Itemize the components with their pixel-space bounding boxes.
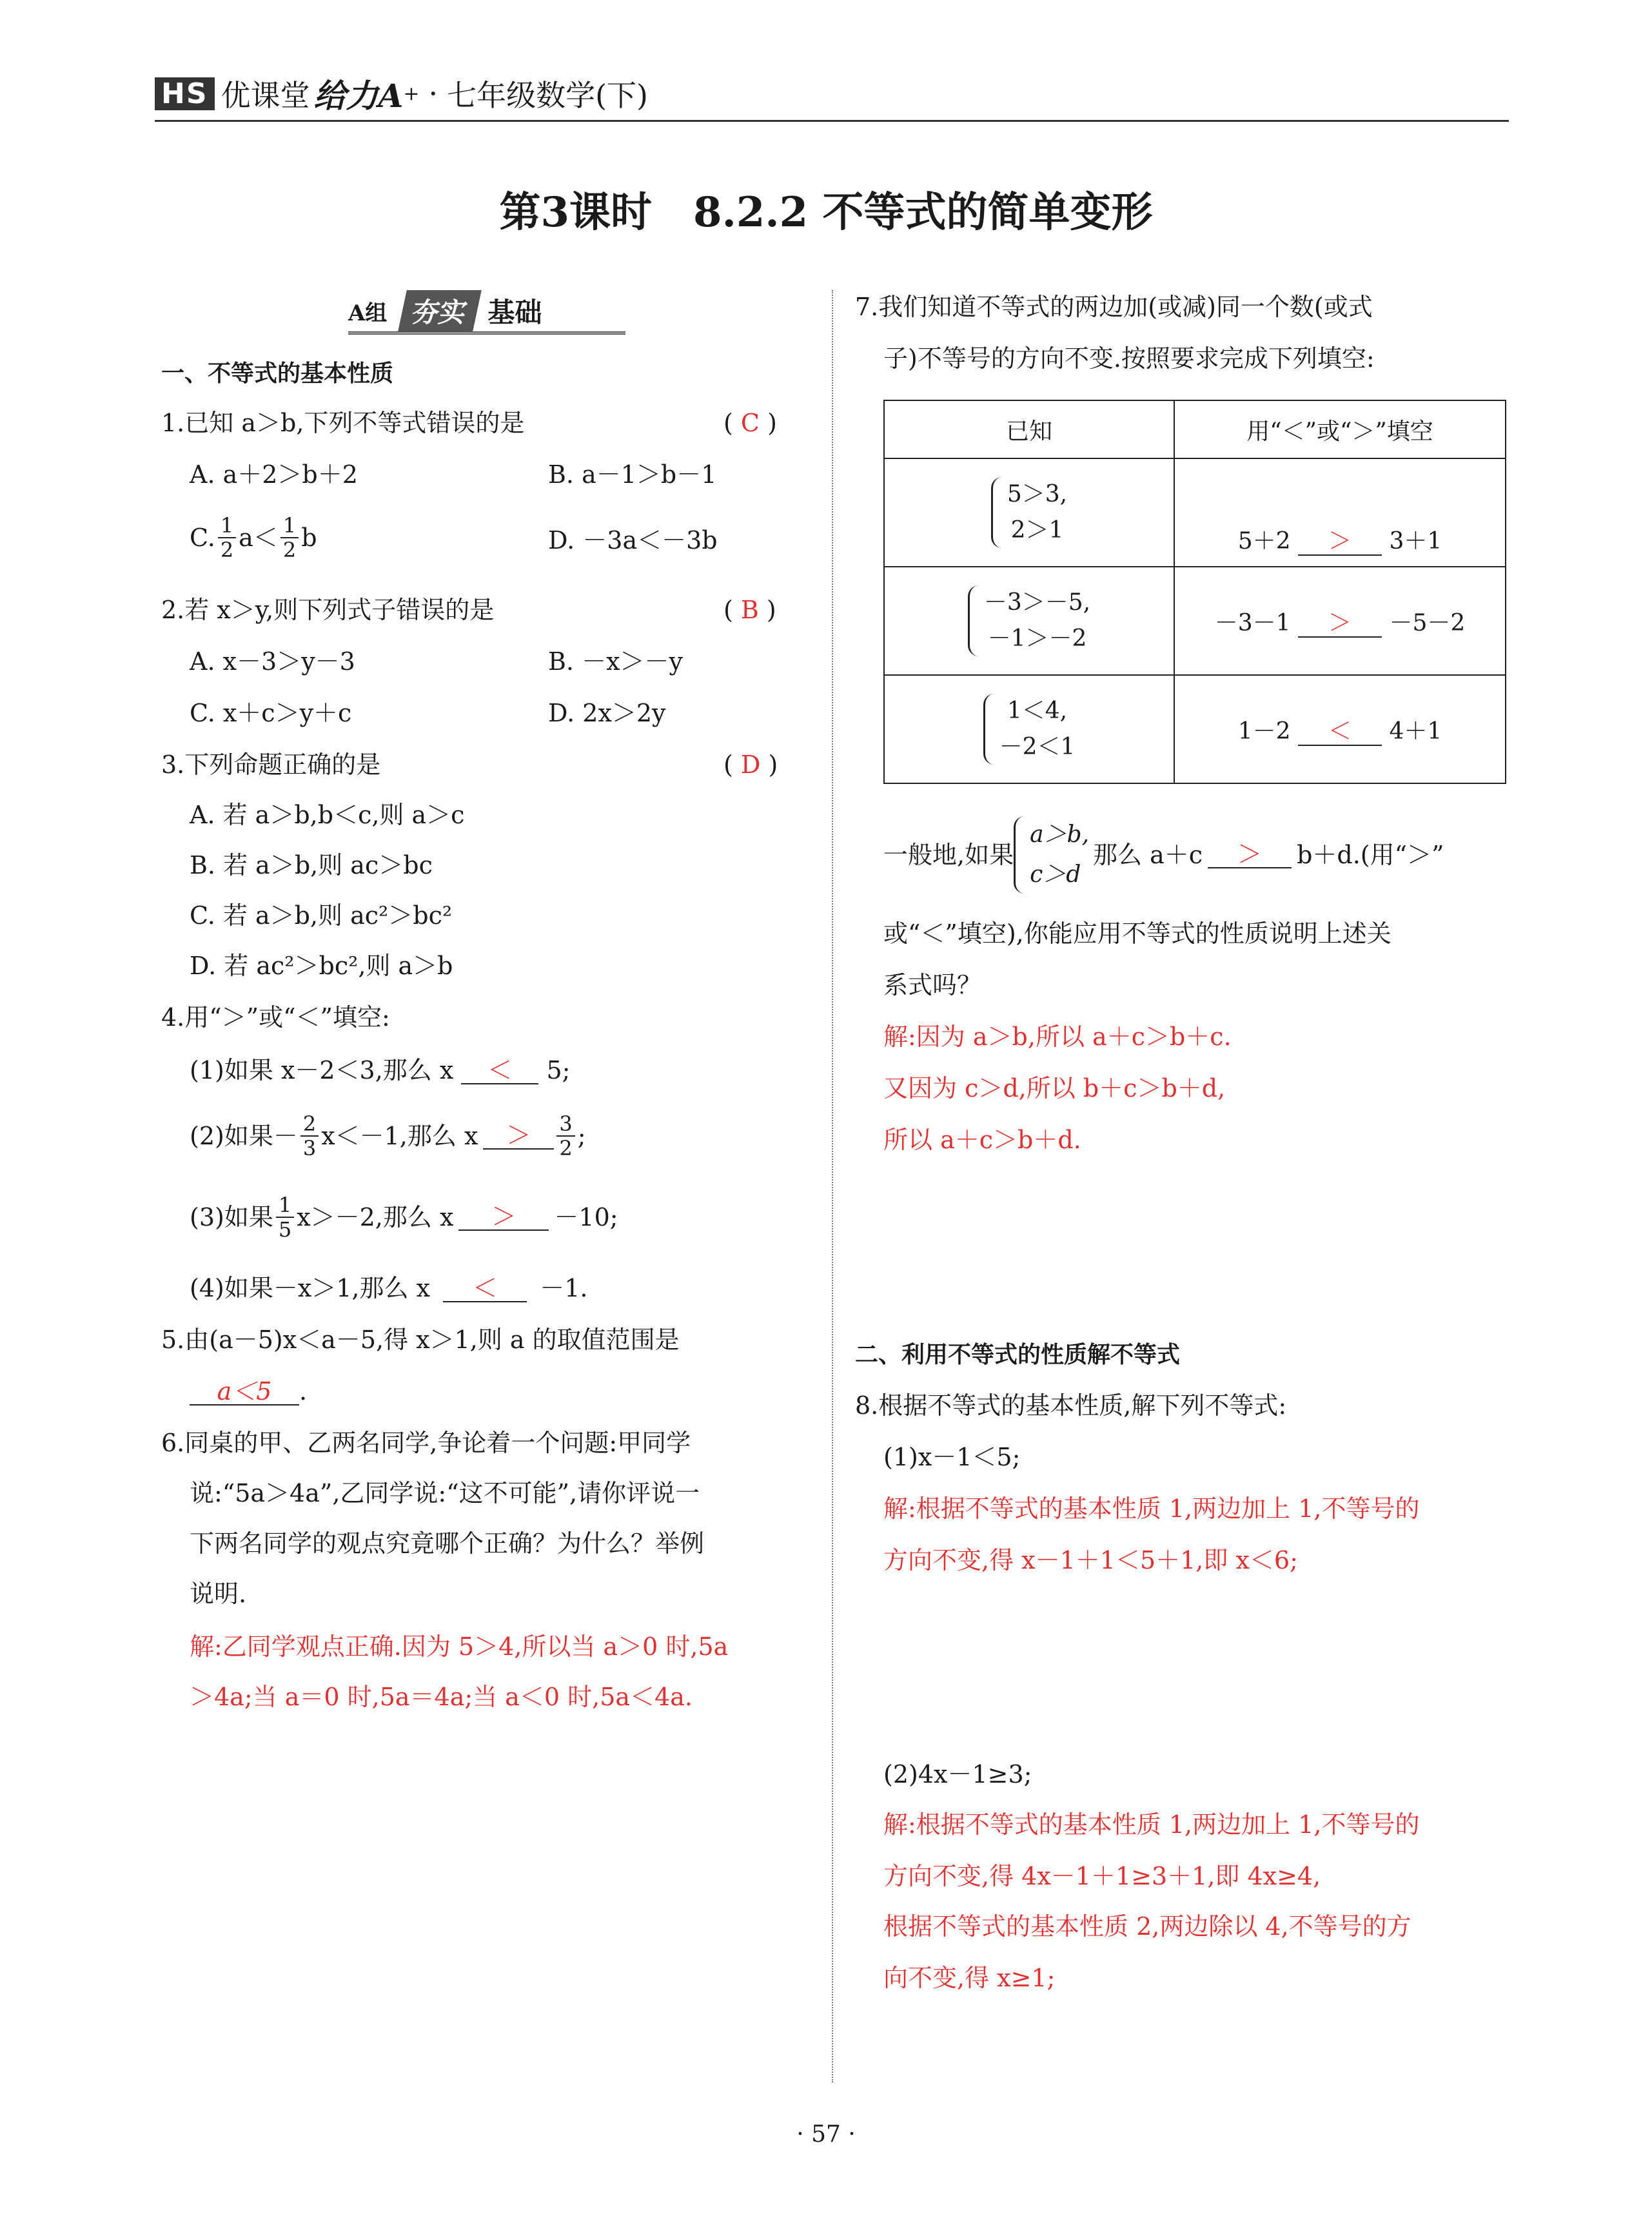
q7-row3-blank: ＜ — [1298, 719, 1382, 746]
q2-answer: ( B ) — [723, 596, 776, 624]
q7-row3-c1a: 1＜4, — [1007, 698, 1068, 724]
q4-p3-pre: (3)如果 — [190, 1203, 273, 1231]
q2-option-c: C. x＋c＞y＋c — [190, 699, 352, 727]
q7-gen-pre: 一般地,如果 — [883, 841, 1014, 869]
q7-table-header — [884, 400, 1506, 458]
q3-answer-value: D — [740, 750, 761, 779]
q3-option-a: A. 若 a＞b,b＜c,则 a＞c — [190, 801, 465, 829]
group-word2: 基础 — [487, 297, 542, 328]
header-brand: 给力A — [313, 77, 404, 115]
q7-answer-line2: 又因为 c＞d,所以 b＋c＞b＋d, — [883, 1074, 1226, 1102]
q7-row2-post: －5－2 — [1389, 609, 1466, 636]
q7-row2-given — [884, 567, 1174, 675]
q4-part4 — [190, 1273, 587, 1304]
q7-line2: 子)不等号的方向不变.按照要求完成下列填空: — [883, 344, 1375, 373]
header-title: 七年级数学(下) — [447, 78, 648, 113]
q4-p3-frac-den: 5 — [278, 1217, 292, 1242]
q2-stem: 2.若 x＞y,则下列式子错误的是 — [161, 596, 495, 624]
q7-row1-pre: 5＋2 — [1237, 528, 1291, 554]
q7-gen-c2: c＞d — [1030, 861, 1081, 888]
q1-option-d: D. －3a＜－3b — [548, 526, 718, 554]
q4-p1-post: 5; — [546, 1056, 571, 1084]
q1-answer: ( C ) — [723, 409, 777, 437]
q1-option-a: A. a＋2＞b＋2 — [190, 460, 358, 489]
q7-row2-blank: ＞ — [1298, 611, 1382, 638]
section2-heading: 二、利用不等式的性质解不等式 — [855, 1342, 1181, 1368]
q6-line3: 下两名同学的观点究竟哪个正确？为什么？举例 — [190, 1529, 705, 1558]
q6-line2: 说:“5a＞4a”,乙同学说:“这不可能”,请你评说一 — [190, 1479, 700, 1507]
q7-row1-blank: ＞ — [1298, 529, 1382, 556]
q7-row1-given — [884, 458, 1174, 567]
q4-p2-rfrac-num: 3 — [556, 1112, 575, 1137]
q8-p1-answer2: 方向不变,得 x－1＋1＜5＋1,即 x＜6; — [883, 1546, 1298, 1574]
hs-logo: HS — [155, 77, 215, 110]
group-word1: 夯实 — [398, 290, 482, 331]
q7-line1: 7.我们知道不等式的两边加(或减)同一个数(或式 — [855, 293, 1373, 321]
q7-gen-post: b＋d.(用“＞” — [1297, 841, 1444, 869]
header-series: 优课堂 — [221, 78, 310, 113]
q7-gen-blank: ＞ — [1208, 841, 1292, 868]
q4-p2-pre: (2)如果－ — [190, 1122, 298, 1150]
q7-row3-c1b: －2＜1 — [999, 734, 1076, 760]
header-rule — [155, 120, 1509, 122]
q1-option-c — [190, 507, 317, 569]
q2-answer-value: B — [740, 596, 759, 624]
q1-answer-value: C — [740, 409, 760, 437]
q4-part1 — [190, 1055, 570, 1086]
q3-option-b: B. 若 a＞b,则 ac＞bc — [190, 851, 433, 879]
q4-p2-blank: ＞ — [483, 1122, 554, 1150]
q4-p2-post: ; — [577, 1122, 586, 1150]
q4-p4-post: －1. — [540, 1274, 588, 1302]
q8-p2-answer1: 解:根据不等式的基本性质 1,两边加上 1,不等号的 — [883, 1810, 1420, 1839]
q6-line1: 6.同桌的甲、乙两名同学,争论着一个问题:甲同学 — [161, 1429, 691, 1457]
q1-option-c-label: C. — [190, 524, 215, 552]
q1-stem: 1.已知 a＞b,下列不等式错误的是 — [161, 409, 525, 437]
q7-row1-c1b: 2＞1 — [1010, 517, 1064, 544]
q8-part1: (1)x－1＜5; — [883, 1443, 1021, 1471]
header — [155, 71, 648, 116]
q3-stem: 3.下列命题正确的是 — [161, 750, 381, 779]
q3-answer: ( D ) — [723, 750, 778, 779]
page-number: · 57 · — [796, 2121, 856, 2148]
q7-general — [883, 810, 1444, 900]
q4-p3-post: －10; — [554, 1203, 618, 1231]
q4-p2-frac-num: 2 — [300, 1112, 319, 1137]
q7-table-h1: 已知 — [884, 400, 1174, 458]
q7-row2-c1a: －3＞－5, — [983, 589, 1091, 616]
q4-p4-blank: ＜ — [443, 1275, 527, 1302]
q7-gen-line2: 或“＜”填空),你能应用不等式的性质说明上述关 — [883, 919, 1391, 948]
q4-stem: 4.用“＞”或“＜”填空: — [161, 1003, 390, 1032]
q2-option-b: B. －x＞－y — [548, 647, 683, 676]
q8-p2-answer2: 方向不变,得 4x－1＋1≥3＋1,即 4x≥4, — [883, 1862, 1321, 1890]
header-dot: · — [428, 76, 438, 111]
q8-p1-answer1: 解:根据不等式的基本性质 1,两边加上 1,不等号的 — [883, 1494, 1420, 1523]
q4-p2-rfrac-den: 2 — [559, 1136, 573, 1160]
q7-table — [883, 400, 1506, 784]
q1-option-c-mid: a＜ — [239, 524, 278, 552]
q7-gen-c1: a＞b, — [1030, 821, 1090, 848]
q6-answer-line2: ＞4a;当 a＝0 时,5a＝4a;当 a＜0 时,5a＜4a. — [190, 1683, 693, 1711]
q7-table-row — [884, 675, 1506, 783]
q1-option-b: B. a－1＞b－1 — [548, 460, 717, 489]
q2-option-d: D. 2x＞2y — [548, 699, 666, 727]
q1-option-c-end: b — [301, 524, 317, 552]
q4-p3-blank: ＞ — [458, 1204, 549, 1231]
group-label: A组 — [348, 300, 388, 326]
q7-table-row — [884, 567, 1506, 675]
page-title: 第3课时 8.2.2 不等式的简单变形 — [499, 188, 1153, 237]
q3-option-d: D. 若 ac²＞bc²,则 a＞b — [190, 952, 453, 980]
q4-part2 — [190, 1105, 586, 1167]
q7-row2-pre: －3－1 — [1214, 609, 1291, 636]
q4-part3 — [190, 1186, 618, 1248]
q7-row1-post: 3＋1 — [1389, 528, 1442, 554]
q6-answer-line1: 解:乙同学观点正确.因为 5＞4,所以当 a＞0 时,5a — [190, 1632, 729, 1661]
q5-post: . — [299, 1377, 308, 1405]
q1-c-frac2-num: 1 — [280, 514, 299, 538]
q7-table-row — [884, 458, 1506, 567]
column-divider — [832, 290, 833, 2082]
q4-p3-frac-num: 1 — [276, 1193, 294, 1218]
q2-option-a: A. x－3＞y－3 — [190, 647, 355, 676]
q5-stem: 5.由(a－5)x＜a－5,得 x＞1,则 a 的取值范围是 — [161, 1326, 680, 1354]
q1-c-frac2-den: 2 — [282, 538, 297, 562]
q7-row2-c1b: －1＞－2 — [987, 625, 1087, 652]
q4-p4-pre: (4)如果－x＞1,那么 x — [190, 1274, 431, 1302]
group-badge — [348, 290, 625, 335]
q7-row3-pre: 1－2 — [1237, 718, 1291, 745]
q4-p2-frac-den: 3 — [302, 1136, 317, 1160]
q3-option-c: C. 若 a＞b,则 ac²＞bc² — [190, 901, 453, 930]
q4-p3-mid: x＞－2,那么 x — [297, 1203, 454, 1231]
q7-row1-c1a: 5＞3, — [1007, 481, 1068, 507]
q7-gen-mid: 那么 a＋c — [1093, 841, 1203, 869]
q8-part2: (2)4x－1≥3; — [883, 1760, 1032, 1788]
q7-answer-line3: 所以 a＋c＞b＋d. — [883, 1126, 1081, 1154]
q8-stem: 8.根据不等式的基本性质,解下列不等式: — [855, 1391, 1287, 1420]
q8-p2-answer3: 根据不等式的基本性质 2,两边除以 4,不等号的方 — [883, 1912, 1411, 1941]
q4-p2-mid: x＜－1,那么 x — [321, 1122, 478, 1150]
q7-row1-fill — [1174, 458, 1506, 567]
q1-c-frac1-den: 2 — [220, 538, 234, 562]
q5-answer-line — [190, 1376, 307, 1407]
q1-c-frac1-num: 1 — [218, 514, 236, 538]
q7-gen-line3: 系式吗？ — [883, 971, 982, 999]
q7-row3-fill — [1174, 675, 1506, 783]
q7-answer-line1: 解:因为 a＞b,所以 a＋c＞b＋c. — [883, 1023, 1232, 1051]
q5-blank: a＜5 — [190, 1378, 299, 1405]
q7-row2-fill — [1174, 567, 1506, 675]
q8-p2-answer4: 向不变,得 x≥1; — [883, 1964, 1056, 1992]
q4-p1-blank: ＜ — [461, 1057, 538, 1084]
section1-heading: 一、不等式的基本性质 — [161, 360, 394, 387]
header-plus: + — [403, 82, 420, 105]
q6-line4: 说明. — [190, 1580, 247, 1608]
q7-row3-post: 4＋1 — [1389, 718, 1442, 745]
q7-row3-given — [884, 675, 1174, 783]
q4-p1-pre: (1)如果 x－2＜3,那么 x — [190, 1056, 454, 1084]
q7-table-h2: 用“＜”或“＞”填空 — [1174, 400, 1506, 458]
